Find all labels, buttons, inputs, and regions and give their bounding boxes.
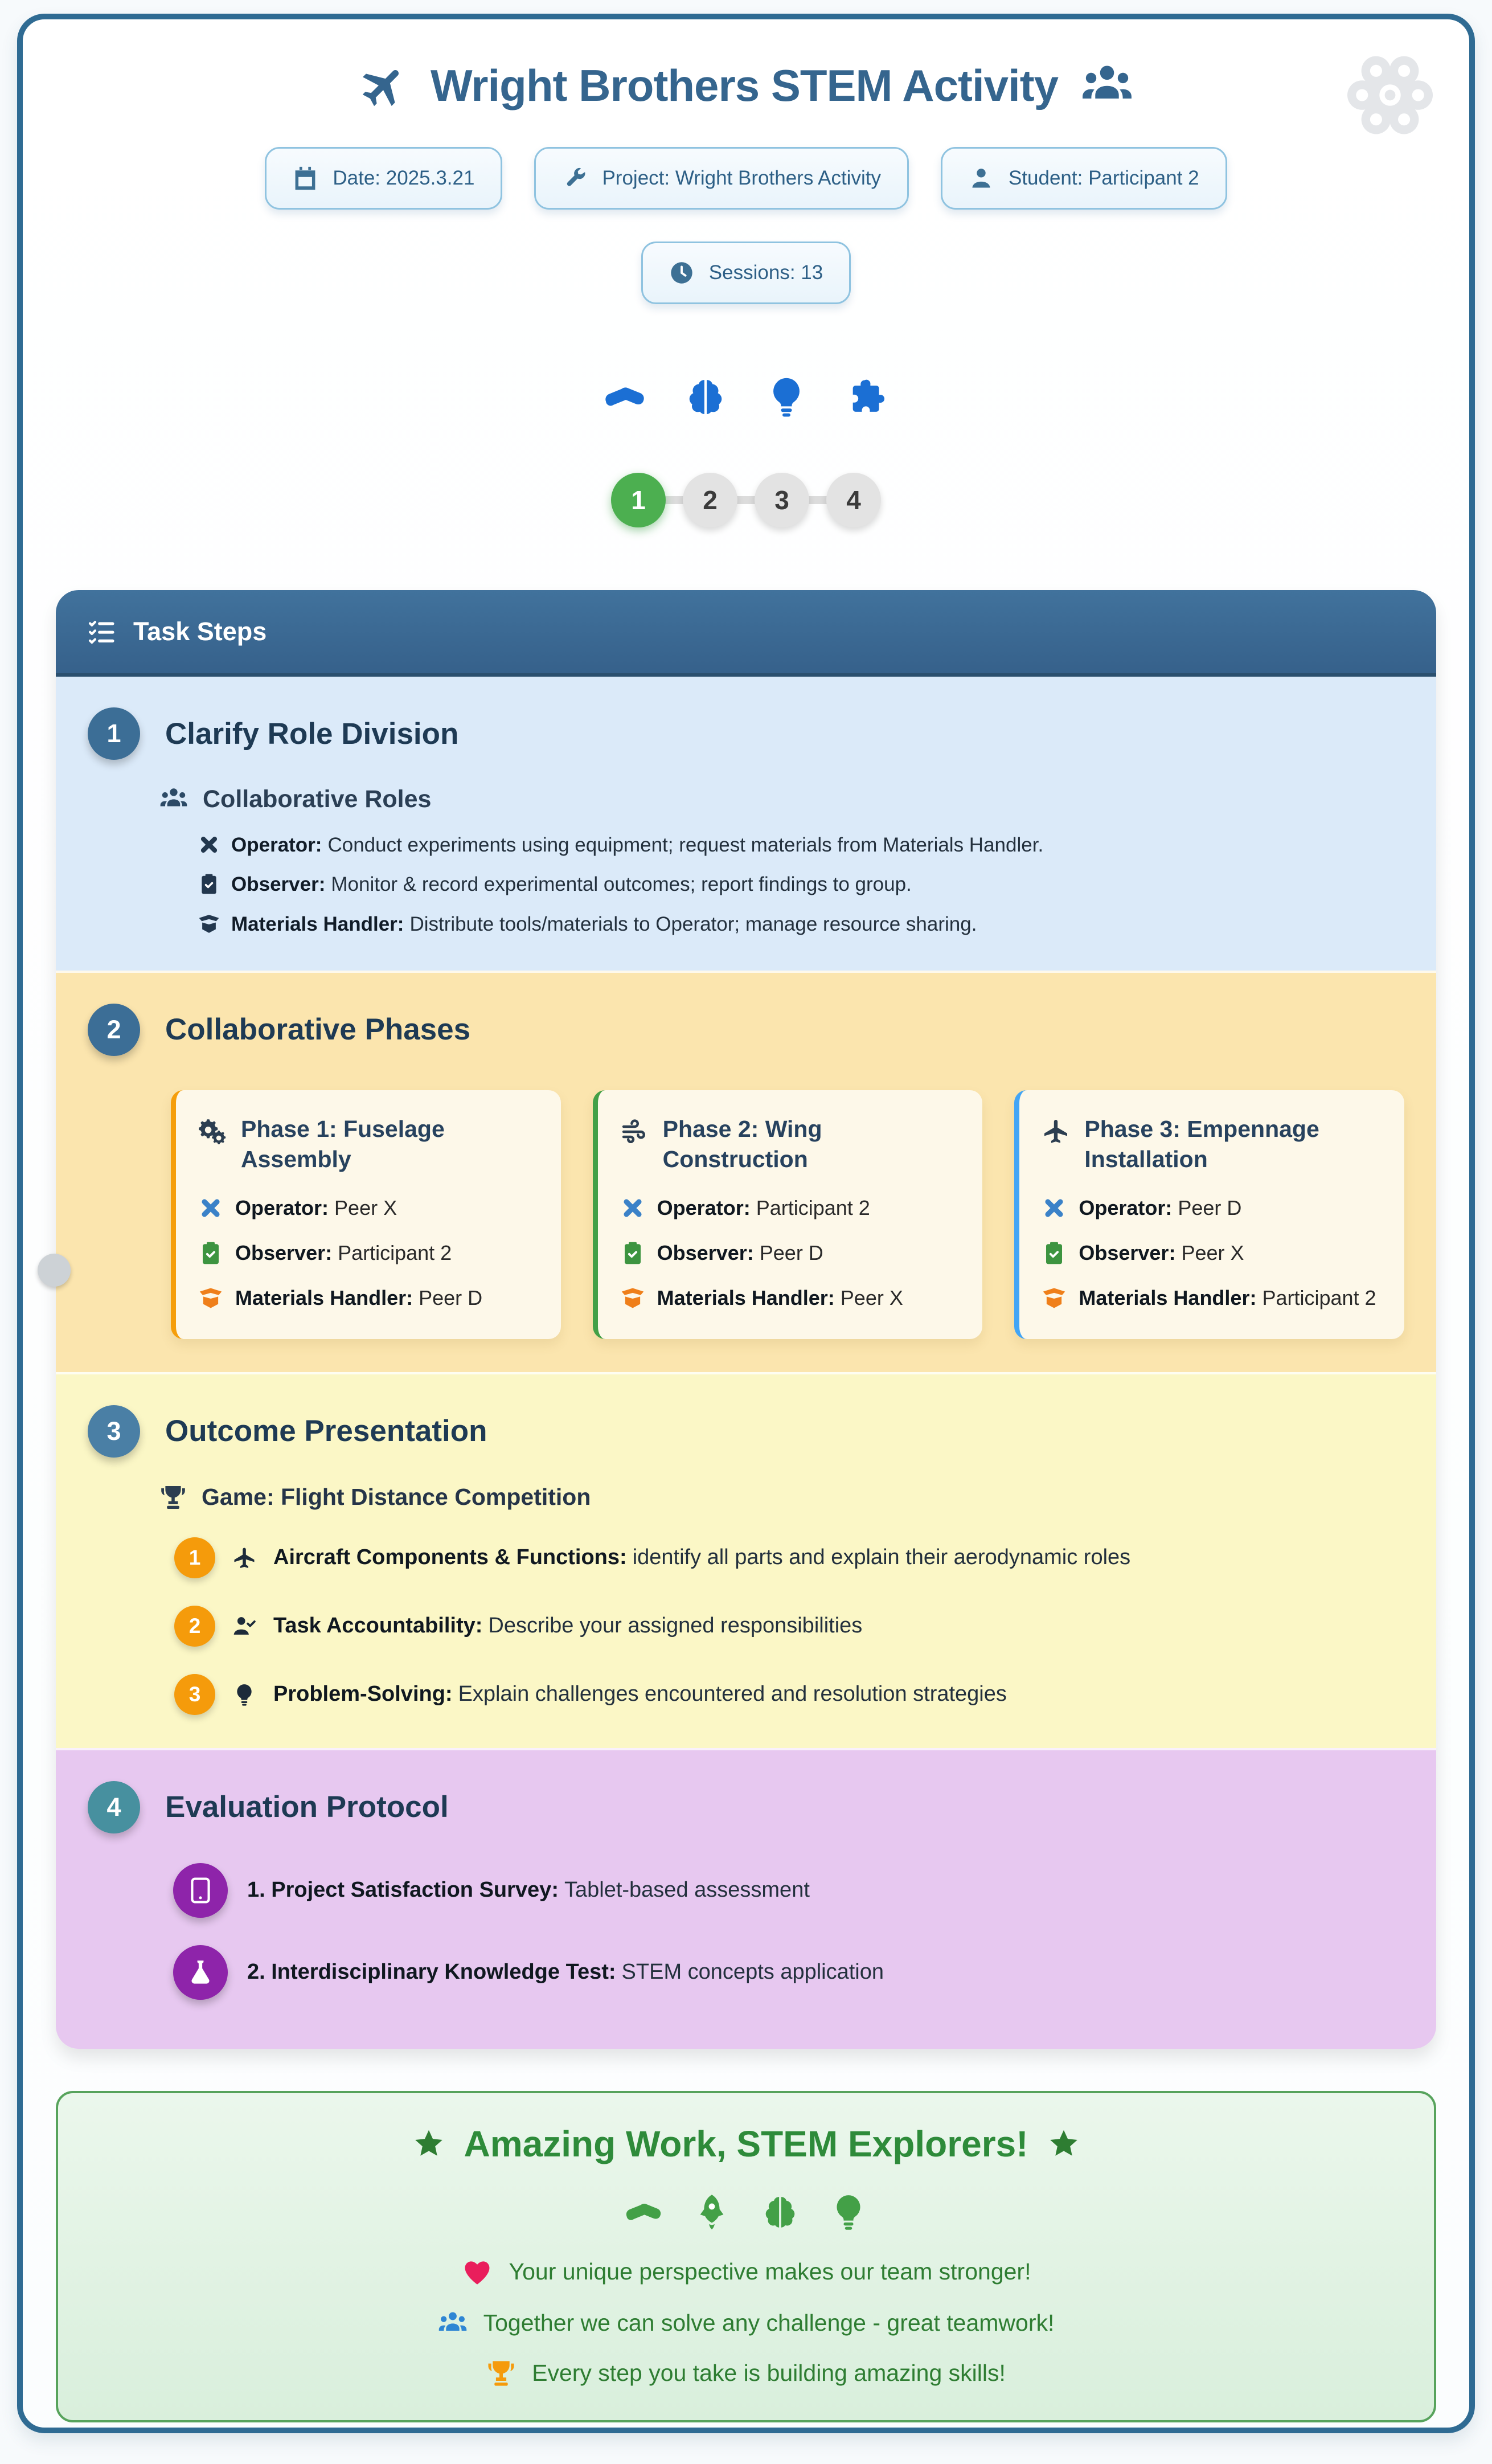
step-4-button[interactable]: 4 (826, 473, 881, 527)
flask-icon (186, 1958, 215, 1987)
phase-role-text: Operator: Participant 2 (657, 1196, 870, 1220)
task-steps-wrap (56, 590, 1436, 2049)
theme-icons-row (56, 375, 1436, 418)
step-3-button[interactable]: 3 (755, 473, 809, 527)
plane-icon (232, 1546, 256, 1570)
star-icon (413, 2128, 445, 2160)
phase-card-header (1042, 1114, 1382, 1175)
section-heading (88, 707, 1404, 760)
crossed-tools-icon (199, 1196, 223, 1220)
message-text: Every step you take is building amazing skills! (532, 2360, 1006, 2387)
evaluation-badge (173, 1945, 228, 2000)
gears-icon (199, 1118, 226, 1145)
phase-role-text: Observer: Peer D (657, 1241, 823, 1265)
evaluation-item-2 (173, 1945, 1404, 2000)
phase-role-observer (1042, 1240, 1382, 1267)
tablet-icon (186, 1876, 215, 1905)
message-perspective (92, 2256, 1400, 2288)
crossed-tools-icon (1042, 1196, 1066, 1220)
brain-icon (761, 2192, 800, 2231)
section-heading (88, 1004, 1404, 1056)
star-icon (1048, 2128, 1080, 2160)
phase-role-text: Materials Handler: Participant 2 (1079, 1286, 1376, 1309)
phase-role-text: Materials Handler: Peer X (657, 1286, 903, 1309)
date-badge (265, 147, 502, 210)
clipboard-check-icon (199, 1241, 223, 1265)
phase-title: Phase 2: Wing Construction (662, 1115, 822, 1173)
phase-card-header (621, 1114, 960, 1175)
section-clarify-role-division (56, 677, 1436, 971)
phase-role-materials-handler (621, 1285, 960, 1312)
phase-role-observer (199, 1240, 538, 1267)
outcome-item-2 (174, 1606, 1404, 1647)
section-heading (88, 1781, 1404, 1833)
encouragement-icons-row (92, 2192, 1400, 2231)
phase-role-text: Observer: Peer X (1079, 1241, 1244, 1265)
outcome-item-1 (174, 1537, 1404, 1578)
student-icon (969, 166, 994, 191)
handshake-icon (603, 375, 646, 418)
heart-icon (461, 2256, 493, 2288)
role-item-observer (198, 871, 1404, 898)
open-box-icon (199, 1286, 223, 1310)
brain-icon (684, 375, 727, 418)
section-number-badge: 4 (88, 1781, 140, 1833)
user-check-icon (232, 1614, 256, 1638)
step-1-button[interactable]: 1 (611, 473, 666, 527)
student-badge (941, 147, 1227, 210)
task-steps-panel (56, 590, 1436, 2049)
panel-title: Task Steps (133, 617, 267, 646)
phase-card-1 (171, 1090, 561, 1339)
message-text: Together we can solve any challenge - great teamwork! (483, 2310, 1055, 2336)
section-outcome-presentation (56, 1372, 1436, 1748)
evaluation-text: 2. Interdisciplinary Knowledge Test: STEM concepts application (247, 1960, 884, 1984)
message-text: Your unique perspective makes our team stronger! (509, 2258, 1031, 2285)
phase-role-text: Materials Handler: Peer D (235, 1286, 483, 1309)
outcome-text: Task Accountability: Describe your assigned responsibilities (273, 1614, 863, 1638)
evaluation-item-1 (173, 1863, 1404, 1918)
item-number-badge: 2 (174, 1606, 215, 1647)
wind-icon (621, 1118, 648, 1145)
plane-icon (349, 51, 418, 120)
phase-roles (199, 1195, 538, 1311)
header (56, 59, 1436, 304)
phase-role-operator (199, 1195, 538, 1222)
sessions-badge-label: Sessions: 13 (708, 261, 823, 284)
phase-card-header (199, 1114, 538, 1175)
outcome-text: Aircraft Components & Functions: identify all parts and explain their aerodynamic roles (273, 1545, 1131, 1570)
people-icon (159, 785, 188, 813)
collaborative-roles-label: Collaborative Roles (203, 785, 432, 813)
main-card (17, 14, 1475, 2433)
section-heading (88, 1405, 1404, 1458)
sessions-badge (641, 242, 851, 304)
outcome-item-3 (174, 1674, 1404, 1715)
phase-title: Phase 1: Fuselage Assembly (241, 1115, 445, 1173)
collaborative-roles-heading (159, 785, 1404, 813)
date-badge-label: Date: 2025.3.21 (333, 167, 475, 189)
encouragement-title (92, 2123, 1400, 2165)
settings-gear-icon (1347, 52, 1433, 138)
phase-roles (621, 1195, 960, 1311)
trophy-icon (159, 1484, 187, 1511)
step-indicator (56, 473, 1436, 527)
role-text: Materials Handler: Distribute tools/materials to Operator; manage resource sharing. (231, 912, 977, 935)
section-collaborative-phases (56, 971, 1436, 1372)
project-badge-label: Project: Wright Brothers Activity (602, 167, 881, 189)
encouragement-card (56, 2091, 1436, 2422)
checklist-icon (87, 617, 116, 646)
open-box-icon (621, 1286, 645, 1310)
plane-icon (1042, 1118, 1069, 1145)
role-text: Observer: Monitor & record experimental outcomes; report findings to group. (231, 873, 912, 896)
student-badge-label: Student: Participant 2 (1008, 167, 1199, 189)
evaluation-badge (173, 1863, 228, 1918)
section-title: Collaborative Phases (165, 1013, 471, 1047)
people-icon (438, 2309, 468, 2338)
handshake-icon (624, 2192, 663, 2231)
sessions-row (56, 242, 1436, 304)
role-item-operator (198, 832, 1404, 858)
role-text: Operator: Conduct experiments using equipment; request materials from Materials Handler. (231, 834, 1044, 856)
item-number-badge: 1 (174, 1537, 215, 1578)
step-2-button[interactable]: 2 (683, 473, 737, 527)
outcome-text: Problem-Solving: Explain challenges encountered and resolution strategies (273, 1682, 1007, 1706)
clipboard-check-icon (621, 1241, 645, 1265)
open-box-icon (198, 913, 220, 935)
trophy-icon (486, 2359, 516, 2388)
role-item-materials-handler (198, 911, 1404, 938)
game-title: Game: Flight Distance Competition (202, 1484, 591, 1511)
clock-icon (669, 260, 694, 285)
item-number-badge: 3 (174, 1674, 215, 1715)
open-box-icon (1042, 1286, 1066, 1310)
phase-title: Phase 3: Empennage Installation (1084, 1115, 1319, 1173)
roles-list (198, 832, 1404, 938)
outcome-items (174, 1537, 1404, 1715)
message-teamwork (92, 2309, 1400, 2338)
puzzle-icon (846, 375, 889, 418)
phase-role-materials-handler (199, 1285, 538, 1312)
section-title: Evaluation Protocol (165, 1790, 449, 1824)
lightbulb-icon (829, 2192, 868, 2231)
scroll-arrow-left[interactable] (38, 1254, 71, 1287)
panel-header (56, 590, 1436, 677)
evaluation-text: 1. Project Satisfaction Survey: Tablet-based assessment (247, 1878, 810, 1902)
calendar-icon (293, 166, 318, 191)
phase-roles (1042, 1195, 1382, 1311)
encouragement-title-text: Amazing Work, STEM Explorers! (464, 2123, 1028, 2164)
phase-role-operator (621, 1195, 960, 1222)
phase-card-3 (1014, 1090, 1404, 1339)
lightbulb-icon (765, 375, 808, 418)
evaluation-items (173, 1863, 1404, 2000)
page-title-text: Wright Brothers STEM Activity (430, 60, 1059, 110)
encouragement-messages (92, 2256, 1400, 2388)
section-number-badge: 2 (88, 1004, 140, 1056)
rocket-icon (692, 2192, 731, 2231)
section-evaluation-protocol (56, 1748, 1436, 2049)
phase-card-2 (593, 1090, 983, 1339)
section-number-badge: 1 (88, 707, 140, 760)
page-title (56, 59, 1436, 112)
team-icon (1081, 59, 1133, 112)
phase-role-text: Observer: Participant 2 (235, 1241, 452, 1265)
game-heading (159, 1484, 1404, 1511)
phase-role-text: Operator: Peer X (235, 1196, 397, 1220)
tools-icon (562, 166, 587, 191)
info-badges-row (56, 147, 1436, 210)
section-title: Outcome Presentation (165, 1414, 487, 1448)
crossed-tools-icon (198, 834, 220, 856)
section-title: Clarify Role Division (165, 717, 459, 751)
crossed-tools-icon (621, 1196, 645, 1220)
phase-role-text: Operator: Peer D (1079, 1196, 1242, 1220)
phase-role-observer (621, 1240, 960, 1267)
lightbulb-icon (232, 1683, 256, 1706)
message-skills (92, 2359, 1400, 2388)
section-number-badge: 3 (88, 1405, 140, 1458)
clipboard-check-icon (198, 873, 220, 895)
phase-role-materials-handler (1042, 1285, 1382, 1312)
phase-role-operator (1042, 1195, 1382, 1222)
clipboard-check-icon (1042, 1241, 1066, 1265)
project-badge (534, 147, 909, 210)
phase-cards-row (171, 1090, 1404, 1339)
